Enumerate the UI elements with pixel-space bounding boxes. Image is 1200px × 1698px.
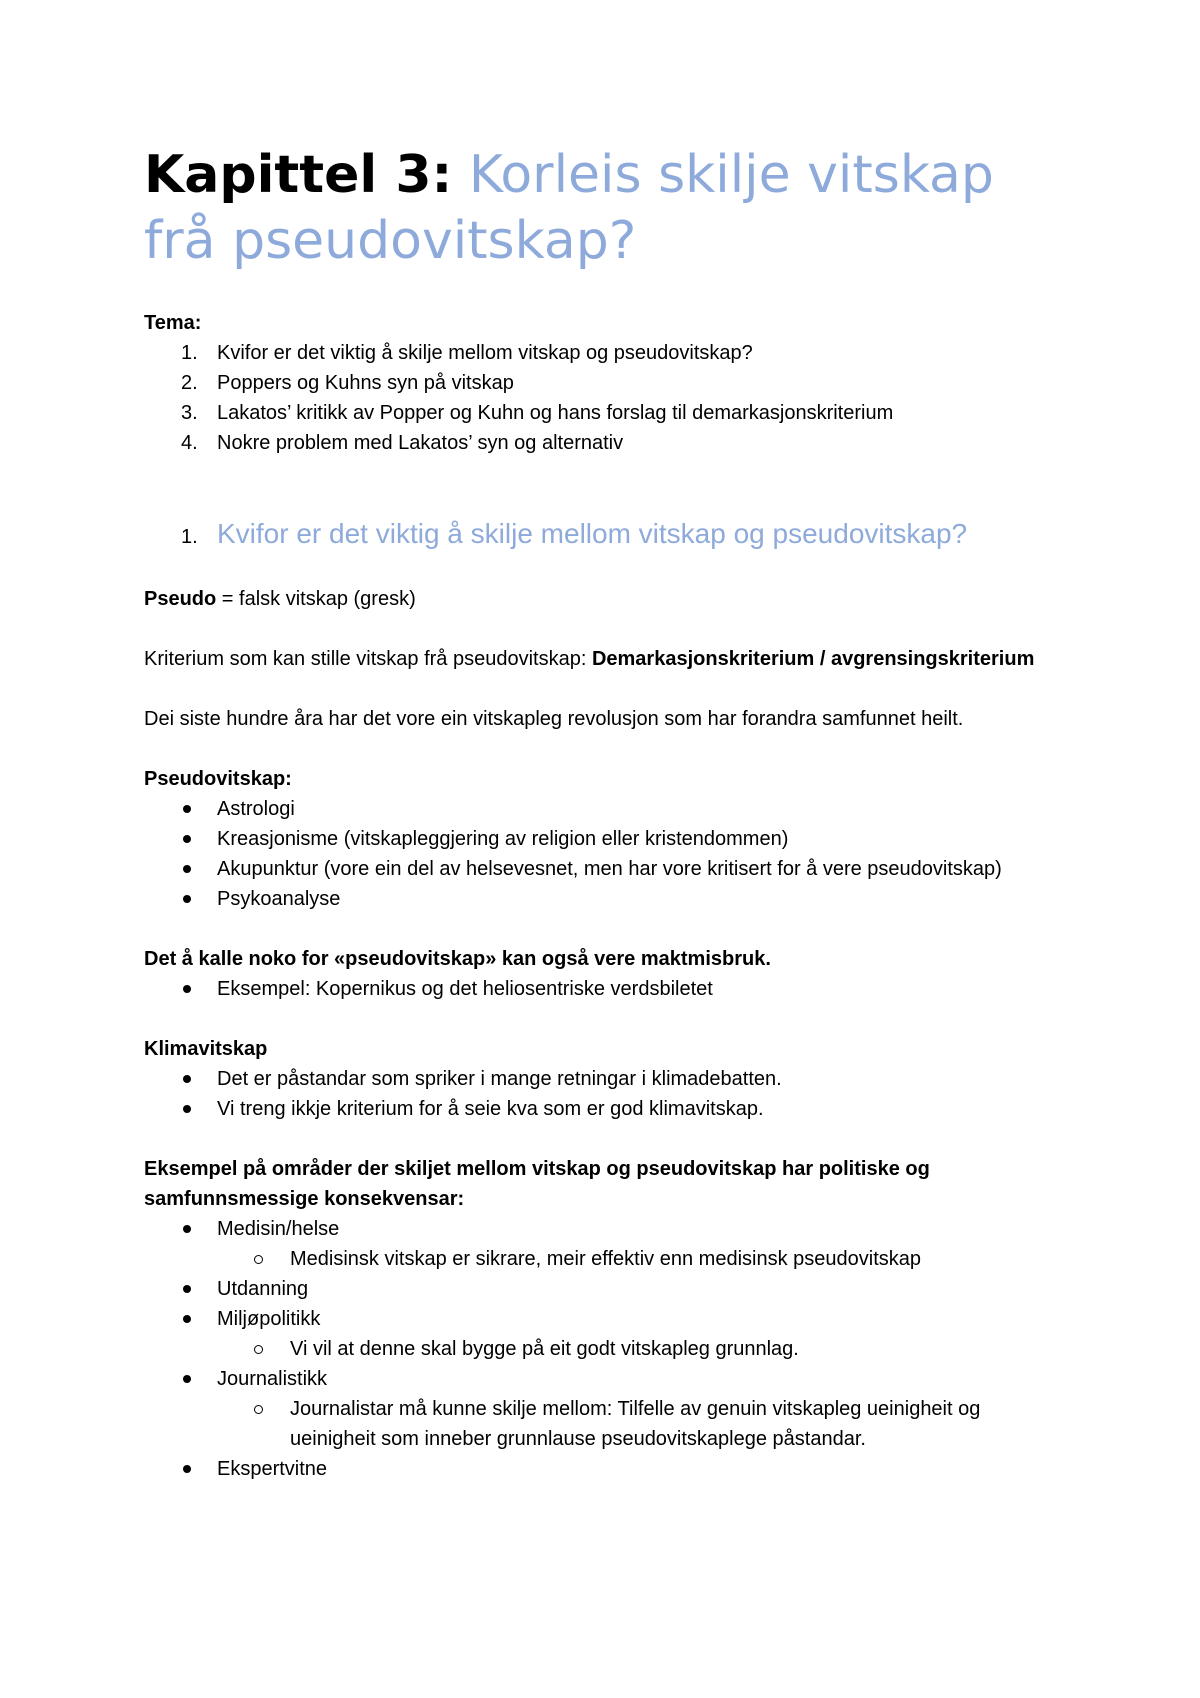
list-item	[144, 1364, 1064, 1394]
list-item-text: Vi treng ikkje kriterium for å seie kva som er god klimavitskap.	[217, 1098, 764, 1120]
list-item	[144, 1304, 1064, 1334]
list-item	[144, 1094, 1064, 1124]
pseudo-term: Pseudo	[144, 588, 217, 610]
tema-item	[144, 428, 1064, 458]
list-item	[144, 884, 1064, 914]
kriterium-paragraph	[144, 644, 1064, 674]
tema-item	[144, 338, 1064, 368]
bullet-icon	[183, 1105, 191, 1113]
list-item-text: Miljøpolitikk	[217, 1308, 321, 1330]
list-item	[144, 1064, 1064, 1094]
list-item	[144, 1214, 1064, 1244]
list-item-text: Psykoanalyse	[217, 888, 341, 910]
omrader-heading: Eksempel på områder der skiljet mellom vitskap og pseudovitskap har politiske og samfunnsmessige konsekvensar:	[144, 1158, 930, 1210]
list-item	[144, 824, 1064, 854]
tema-item-text: Kvifor er det viktig å skilje mellom vitskap og pseudovitskap?	[217, 342, 753, 364]
list-item-text: Medisin/helse	[217, 1218, 340, 1240]
circle-bullet-icon	[254, 1345, 263, 1354]
list-item-text: Det er påstandar som spriker i mange retningar i klimadebatten.	[217, 1068, 782, 1090]
chapter-title	[144, 142, 1064, 274]
sublist-wrapper	[144, 1244, 1064, 1274]
kriterium-text: Kriterium som kan stille vitskap frå pseudovitskap:	[144, 648, 592, 670]
tema-item-text: Nokre problem med Lakatos’ syn og alternativ	[217, 432, 624, 454]
sublist-item	[144, 1334, 1064, 1364]
list-item-text: Utdanning	[217, 1278, 309, 1300]
list-item	[144, 974, 1064, 1004]
list-item	[144, 794, 1064, 824]
list-item-text: Journalistikk	[217, 1368, 328, 1390]
maktmisbruk-heading: Det å kalle noko for «pseudovitskap» kan også vere maktmisbruk.	[144, 948, 771, 970]
klimavitskap-list	[144, 1064, 1064, 1124]
klimavitskap-heading: Klimavitskap	[144, 1038, 268, 1060]
bullet-icon	[183, 1075, 191, 1083]
document-content	[144, 142, 1064, 1484]
sublist-item-text: Vi vil at denne skal bygge på eit godt vitskapleg grunnlag.	[290, 1338, 799, 1360]
sublist	[144, 1334, 1064, 1364]
sublist-item	[144, 1394, 1064, 1454]
list-item-text: Akupunktur (vore ein del av helsevesnet, men har vore kritisert for å vere pseudovitskap)	[217, 858, 1002, 880]
omrader-list	[144, 1214, 1064, 1484]
tema-heading: Tema:	[144, 312, 202, 334]
sublist-item-text: Journalistar må kunne skilje mellom: Tilfelle av genuin vitskapleg ueinigheit og ueinigheit som inneber grunnlause pseudovitskaplege påstandar.	[290, 1398, 981, 1450]
circle-bullet-icon	[254, 1255, 263, 1264]
bullet-icon	[183, 1465, 191, 1473]
sublist-item-text: Medisinsk vitskap er sikrare, meir effektiv enn medisinsk pseudovitskap	[290, 1248, 921, 1270]
sublist-wrapper	[144, 1334, 1064, 1364]
tema-item-number: 2.	[181, 372, 198, 394]
bullet-icon	[183, 895, 191, 903]
kriterium-term: Demarkasjonskriterium / avgrensingskriterium	[591, 648, 1035, 670]
list-item	[144, 1274, 1064, 1304]
tema-list	[144, 338, 1064, 458]
bullet-icon	[183, 985, 191, 993]
bullet-icon	[183, 835, 191, 843]
pseudo-definition	[144, 584, 1064, 614]
list-item-text: Astrologi	[217, 798, 295, 820]
tema-item-number: 3.	[181, 402, 198, 424]
bullet-icon	[183, 1315, 191, 1323]
bullet-icon	[183, 805, 191, 813]
sublist	[144, 1244, 1064, 1274]
chapter-title-text: Korleis skilje vitskap frå pseudovitskap?	[144, 145, 994, 271]
bullet-icon	[183, 865, 191, 873]
sublist	[144, 1394, 1064, 1454]
pseudovitskap-heading: Pseudovitskap:	[144, 768, 292, 790]
tema-item	[144, 368, 1064, 398]
section-heading	[144, 514, 1064, 554]
sublist-item	[144, 1244, 1064, 1274]
tema-item-text: Poppers og Kuhns syn på vitskap	[217, 372, 514, 394]
maktmisbruk-list	[144, 974, 1064, 1004]
bullet-icon	[183, 1375, 191, 1383]
list-item	[144, 854, 1064, 884]
tema-item-number: 4.	[181, 432, 198, 454]
section-heading-text: Kvifor er det viktig å skilje mellom vitskap og pseudovitskap?	[217, 518, 968, 549]
circle-bullet-icon	[254, 1405, 263, 1414]
section-number: 1.	[181, 526, 198, 548]
bullet-icon	[183, 1285, 191, 1293]
tema-item	[144, 398, 1064, 428]
pseudovitskap-list	[144, 794, 1064, 914]
list-item-text: Ekspertvitne	[217, 1458, 328, 1480]
sublist-wrapper	[144, 1394, 1064, 1454]
list-item	[144, 1454, 1064, 1484]
revolusjon-paragraph: Dei siste hundre åra har det vore ein vitskapleg revolusjon som har forandra samfunnet heilt.	[144, 708, 964, 730]
tema-item-number: 1.	[181, 342, 198, 364]
tema-item-text: Lakatos’ kritikk av Popper og Kuhn og hans forslag til demarkasjonskriterium	[217, 402, 894, 424]
list-item-text: Kreasjonisme (vitskapleggjering av religion eller kristendommen)	[217, 828, 789, 850]
pseudo-definition-text: = falsk vitskap (gresk)	[216, 588, 416, 610]
bullet-icon	[183, 1225, 191, 1233]
chapter-label: Kapittel 3:	[144, 145, 453, 205]
list-item-text: Eksempel: Kopernikus og det heliosentriske verdsbiletet	[217, 978, 713, 1000]
